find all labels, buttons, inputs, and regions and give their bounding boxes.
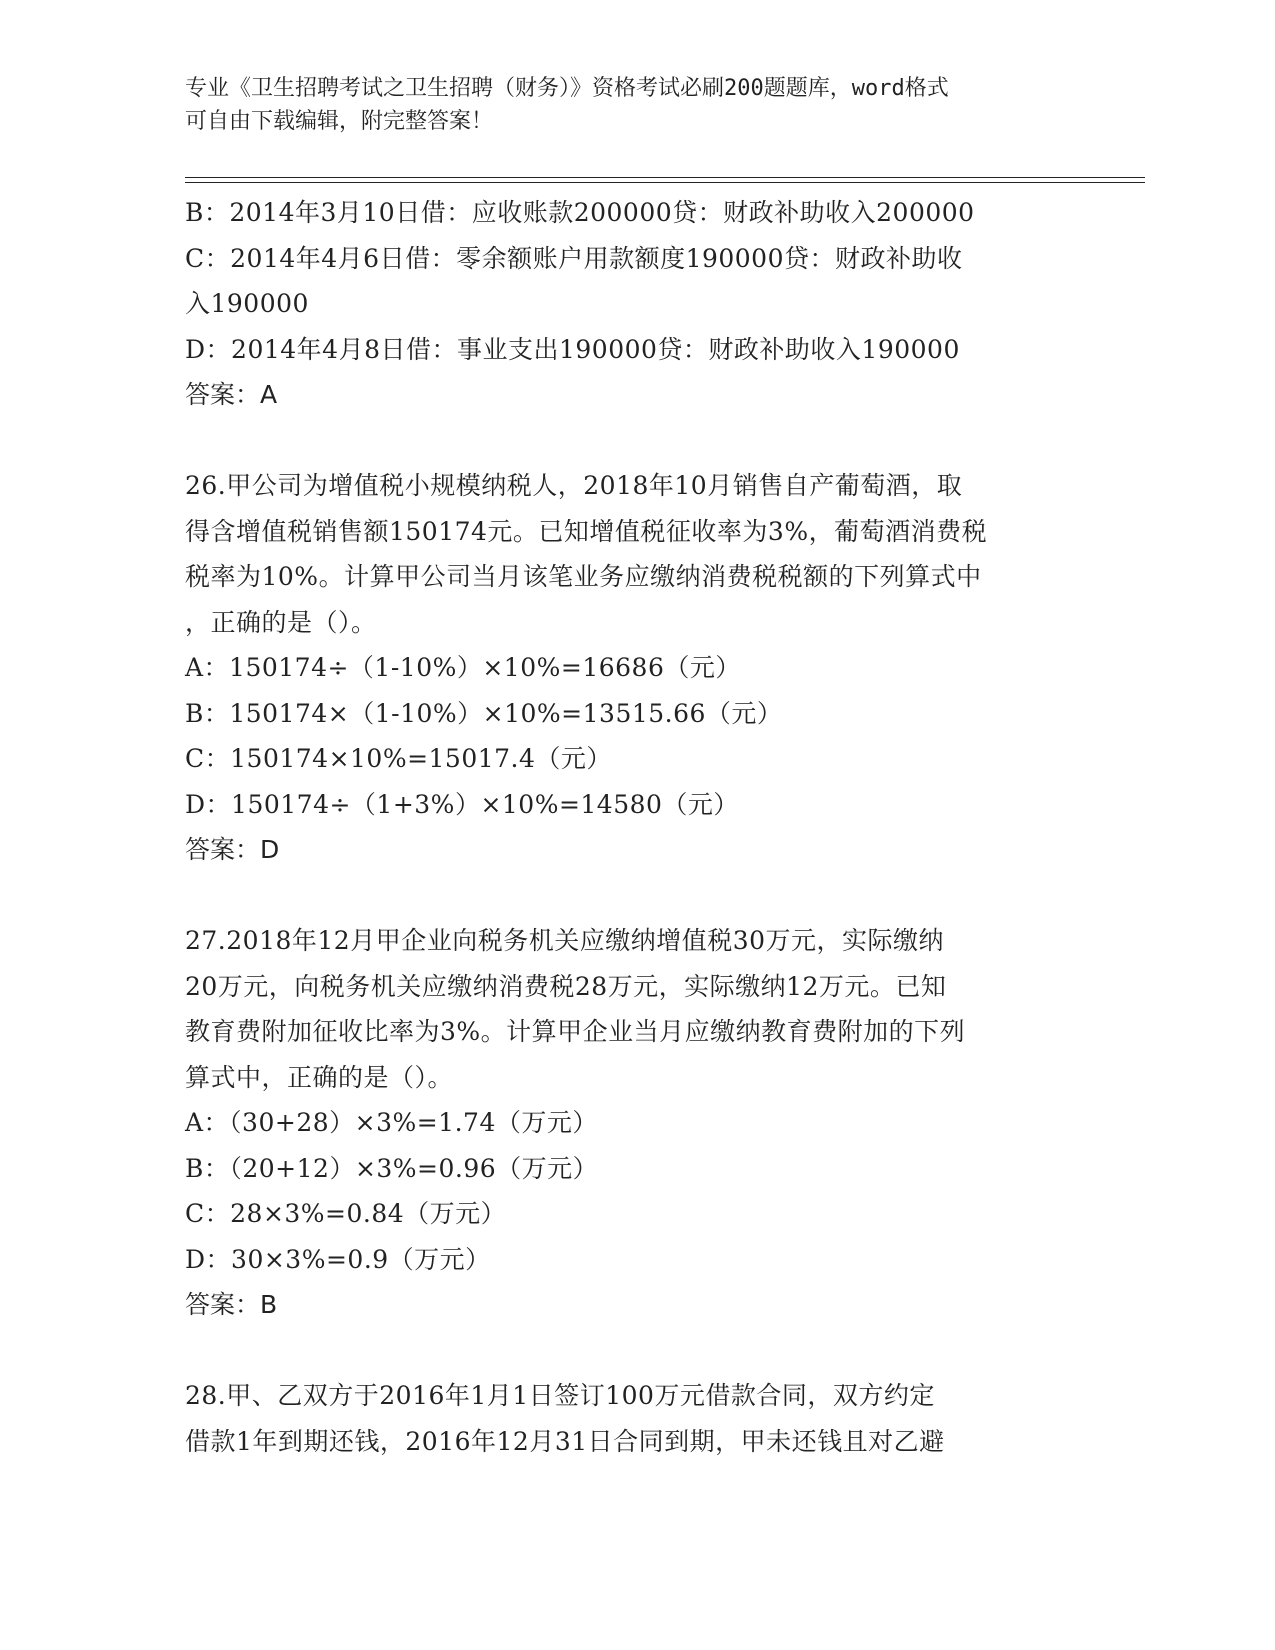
question-26 bbox=[185, 463, 1075, 873]
option-b: B：（20+12）×3%=0.96（万元） bbox=[185, 1153, 599, 1183]
question-stem-line: 得含增值税销售额150174元。已知增值税征收率为3%，葡萄酒消费税 bbox=[185, 516, 988, 546]
header-title-line-1: 专业《卫生招聘考试之卫生招聘（财务）》资格考试必刷200题题库，word格式 bbox=[185, 76, 949, 101]
option-c: C：150174×10%=15017.4（元） bbox=[185, 744, 612, 773]
option-b: B：2014年3月10日借：应收账款200000贷：财政补助收入200000 bbox=[185, 198, 975, 227]
question-stem-line: 20万元，向税务机关应缴纳消费税28万元，实际缴纳12万元。已知 bbox=[185, 971, 947, 1001]
spacer bbox=[185, 1328, 1075, 1374]
question-stem-line: 教育费附加征收比率为3%。计算甲企业当月应缴纳教育费附加的下列 bbox=[185, 1017, 966, 1046]
question-stem-line: 税率为10%。计算甲公司当月该笔业务应缴纳消费税税额的下列算式中 bbox=[185, 562, 982, 591]
option-c-continued: 入190000 bbox=[185, 289, 309, 318]
spacer bbox=[185, 418, 1075, 464]
option-d: D：30×3%=0.9（万元） bbox=[185, 1244, 491, 1274]
header-divider-top bbox=[185, 177, 1145, 178]
header-divider-bottom bbox=[185, 182, 1145, 183]
document-header bbox=[185, 72, 1065, 138]
option-d: D：2014年4月8日借：事业支出190000贷：财政补助收入190000 bbox=[185, 334, 960, 364]
option-a: A：150174÷（1-10%）×10%=16686（元） bbox=[185, 653, 741, 682]
question-stem-line: 26.甲公司为增值税小规模纳税人，2018年10月销售自产葡萄酒，取 bbox=[185, 471, 963, 500]
option-a: A：（30+28）×3%=1.74（万元） bbox=[185, 1108, 598, 1137]
question-stem-line: 算式中，正确的是（）。 bbox=[185, 1062, 454, 1092]
answer-line: 答案：A bbox=[185, 380, 278, 409]
option-c: C：28×3%=0.84（万元） bbox=[185, 1199, 507, 1228]
option-d: D：150174÷（1+3%）×10%=14580（元） bbox=[185, 789, 739, 819]
answer-line: 答案：D bbox=[185, 835, 280, 864]
answer-line: 答案：B bbox=[185, 1290, 278, 1319]
document-body bbox=[185, 190, 1075, 1464]
question-stem-line: 27.2018年12月甲企业向税务机关应缴纳增值税30万元，实际缴纳 bbox=[185, 926, 945, 955]
question-stem-line: ，正确的是（）。 bbox=[185, 607, 377, 637]
header-title-line-2: 可自由下载编辑，附完整答案！ bbox=[185, 109, 494, 134]
question-28 bbox=[185, 1373, 1075, 1464]
question-27 bbox=[185, 918, 1075, 1328]
option-b: B：150174×（1-10%）×10%=13515.66（元） bbox=[185, 698, 783, 728]
question-25-tail bbox=[185, 190, 1075, 418]
question-stem-line: 借款1年到期还钱，2016年12月31日合同到期，甲未还钱且对乙避 bbox=[185, 1426, 945, 1456]
question-stem-line: 28.甲、乙双方于2016年1月1日签订100万元借款合同，双方约定 bbox=[185, 1381, 935, 1410]
option-c: C：2014年4月6日借：零余额账户用款额度190000贷：财政补助收 bbox=[185, 243, 963, 273]
spacer bbox=[185, 873, 1075, 919]
